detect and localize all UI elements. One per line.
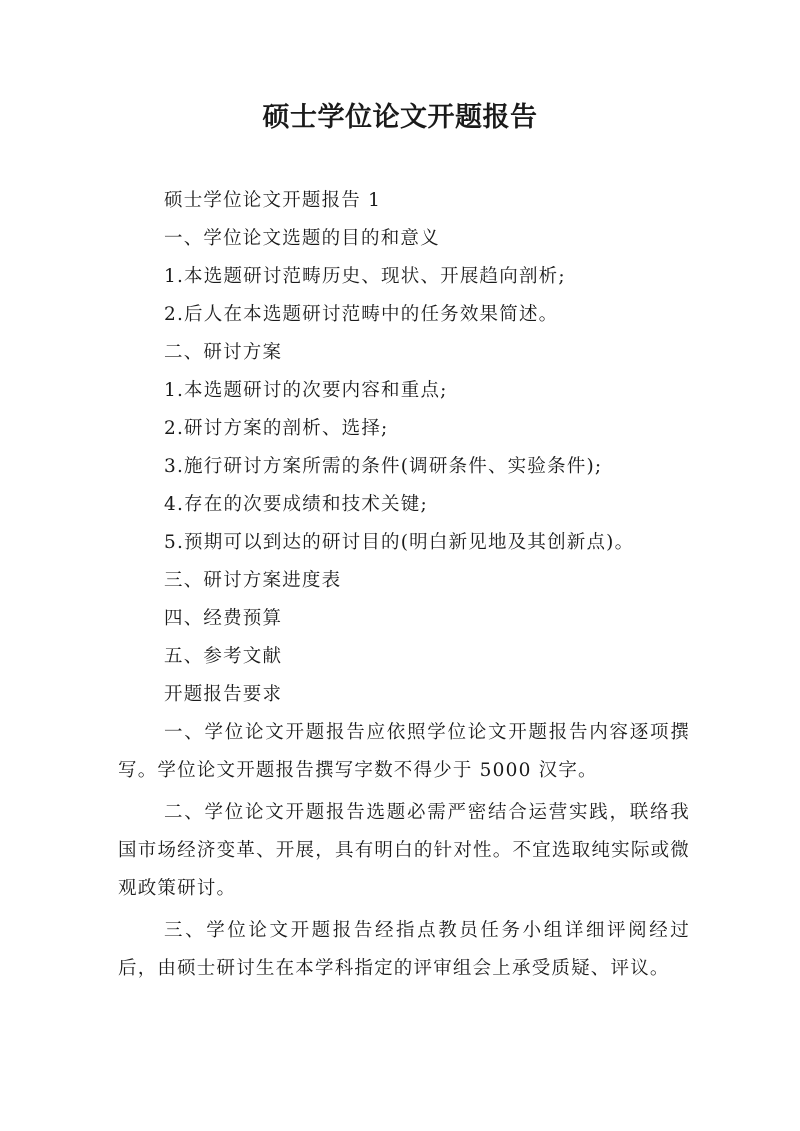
report-subtitle: 硕士学位论文开题报告 1 bbox=[164, 190, 382, 211]
requirement-paragraph-1: 一、学位论文开题报告应依照学位论文开题报告内容逐项撰写。学位论文开题报告撰写字数不得少于 5000 汉字。 bbox=[118, 722, 690, 781]
section-heading-5: 五、参考文献 bbox=[164, 646, 283, 667]
list-item: 1.本选题研讨范畴历史、现状、开展趋向剖析; bbox=[164, 266, 566, 287]
section-heading-3: 三、研讨方案进度表 bbox=[164, 570, 342, 591]
list-item: 3.施行研讨方案所需的条件(调研条件、实验条件); bbox=[164, 456, 603, 477]
list-item: 5.预期可以到达的研讨目的(明白新见地及其创新点)。 bbox=[164, 532, 635, 553]
section-heading-2: 二、研讨方案 bbox=[164, 342, 283, 363]
section-heading-1: 一、学位论文选题的目的和意义 bbox=[164, 228, 440, 249]
list-item: 2.研讨方案的剖析、选择; bbox=[164, 418, 389, 439]
list-item: 1.本选题研讨的次要内容和重点; bbox=[164, 380, 448, 401]
document-body bbox=[118, 182, 690, 988]
requirements-heading: 开题报告要求 bbox=[164, 684, 283, 705]
list-item: 4.存在的次要成绩和技术关键; bbox=[164, 494, 428, 515]
requirement-paragraph-2: 二、学位论文开题报告选题必需严密结合运营实践，联络我国市场经济变革、开展，具有明白的针对性。不宜选取纯实际或微观政策研讨。 bbox=[118, 802, 690, 899]
document-title: 硕士学位论文开题报告 bbox=[262, 102, 538, 133]
section-heading-4: 四、经费预算 bbox=[164, 608, 283, 629]
list-item: 2.后人在本选题研讨范畴中的任务效果简述。 bbox=[164, 304, 559, 325]
requirement-paragraph-3: 三、学位论文开题报告经指点教员任务小组详细评阅经过后，由硕士研讨生在本学科指定的评审组会上承受质疑、评议。 bbox=[118, 920, 690, 979]
